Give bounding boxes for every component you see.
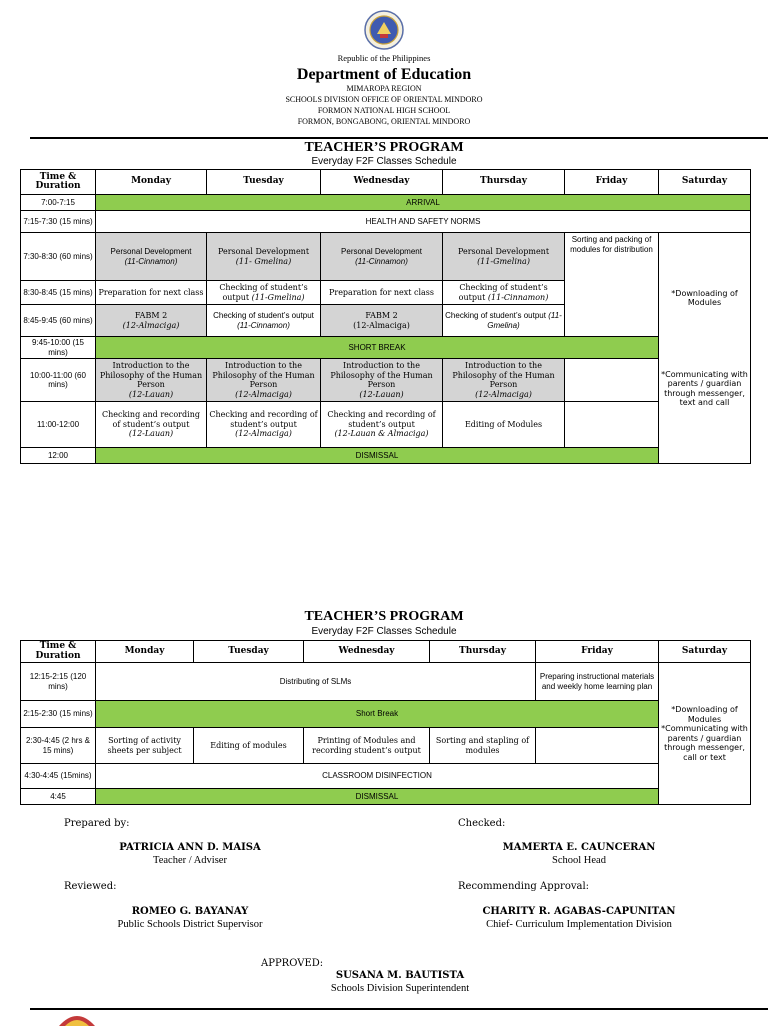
checked-label: Checked: [458,818,506,829]
address-label: FORMON, BONGABONG, ORIENTAL MINDORO [297,117,471,126]
health-band: HEALTH AND SAFETY NORMS [96,211,751,233]
cell-section: (12-Lauan) [128,429,174,439]
time-cell: 7:15-7:30 (15 mins) [21,211,96,233]
header-time: Time & Duration [21,170,96,195]
prepared-by-role: Teacher / Adviser [153,855,227,866]
header-thursday: Thursday [430,641,536,663]
table-row [21,764,751,789]
schedule-cell: Editing of modules [194,728,304,764]
time-cell: 10:00-11:00 (60 mins) [21,359,96,402]
time-cell: 11:00-12:00 [21,402,96,448]
schedule-cell [96,402,207,448]
cell-text: Introduction to the Philosophy of the Human Person [452,361,555,389]
time-cell: 2:30-4:45 (2 hrs & 15 mins) [21,728,96,764]
cell-text: Checking of student’s output [219,283,308,302]
header-monday: Monday [96,641,194,663]
afternoon-program-title: TEACHER’S PROGRAM [304,609,464,624]
cell-text: Introduction to the Philosophy of the Human Person [212,361,315,389]
header-friday: Friday [565,170,659,195]
cell-section: (12-Almaciga) [475,389,532,399]
schedule-cell [96,305,207,337]
cell-section: (12-Almaciga) [235,389,292,399]
header-thursday: Thursday [443,170,565,195]
approved-label: APPROVED: [261,958,324,969]
time-cell: 7:30-8:30 (60 mins) [21,233,96,281]
schedule-cell: Printing of Modules and recording student’s output [304,728,430,764]
reviewed-label: Reviewed: [64,881,117,892]
approved-name: SUSANA M. BAUTISTA [335,970,465,981]
schedule-cell [443,233,565,281]
afternoon-program-subtitle: Everyday F2F Classes Schedule [311,626,457,637]
table-row [21,211,751,233]
time-cell: 12:15-2:15 (120 mins) [21,663,96,701]
saturday-task-2: *Communicating with parents / guardian through messenger, text and call [661,369,748,407]
time-cell: 7:00-7:15 [21,195,96,211]
schedule-cell [96,233,207,281]
saturday-cell: *Downloading of Modules *Communicating with parents / guardian through messenger, call or text [659,663,751,805]
region-label: MIMAROPA REGION [346,84,422,93]
reviewed-name: ROMEO G. BAYANAY [131,906,249,917]
prepared-by-label: Prepared by: [64,818,130,829]
schedule-cell [443,359,565,402]
cell-section: (11-Gmelina) [487,311,562,330]
schedule-cell [207,233,321,281]
table-row [21,359,751,402]
schedule-cell [565,359,659,402]
recommending-role: Chief- Curriculum Implementation Division [486,919,672,930]
cell-text: Personal Development [110,247,192,256]
time-cell: 4:30-4:45 (15mins) [21,764,96,789]
cell-section: (11-Cinnamon) [487,292,549,302]
cell-section: (12-Lauan & Almaciga) [334,429,429,439]
header-tuesday: Tuesday [207,170,321,195]
schedule-cell: Preparation for next class [96,281,207,305]
schedule-cell [207,359,321,402]
schedule-cell [536,728,659,764]
cell-text: Personal Development [217,247,310,256]
recommending-label: Recommending Approval: [458,881,590,892]
header-saturday: Saturday [659,641,751,663]
school-label: FORMON NATIONAL HIGH SCHOOL [317,106,451,115]
time-cell: 2:15-2:30 (15 mins) [21,701,96,728]
distributing-band: Distributing of SLMs [96,663,536,701]
cell-text: Checking of student’s output [445,311,546,320]
cell-text: Introduction to the Philosophy of the Human Person [330,361,433,389]
time-cell: 4:45 [21,789,96,805]
schedule-cell [321,402,443,448]
checked-role: School Head [552,855,606,866]
cell-section: (11-Gmelina) [251,292,305,302]
schedule-cell [207,281,321,305]
table-row [21,195,751,211]
department-title: Department of Education [296,66,472,83]
schedule-cell [207,402,321,448]
cell-text: Personal Development [341,247,422,256]
time-cell: 8:45-9:45 (60 mins) [21,305,96,337]
cell-section: (11-Cinnamon) [355,256,408,266]
cell-text: FABM 2 [365,311,398,320]
saturday-cell [659,233,751,464]
cell-text: Introduction to the Philosophy of the Human Person [99,361,203,389]
schedule-cell: Editing of Modules [443,402,565,448]
short-break-band: SHORT BREAK [96,337,659,359]
cell-section: (11-Gmelina) [477,256,530,266]
checked-name: MAMERTA E. CAUNCERAN [502,842,656,853]
table-row [21,663,751,701]
prepared-by-name: PATRICIA ANN D. MAISA [119,842,261,853]
table-row [21,701,751,728]
schedule-cell [443,305,565,337]
schedule-cell: Sorting and stapling of modules [430,728,536,764]
cell-text: Checking and recording of student’s output [327,410,436,429]
schedule-cell [443,281,565,305]
deped-seal-icon [364,10,404,50]
header-wednesday: Wednesday [321,170,443,195]
schedule-cell [207,305,321,337]
cell-section: (11- Gmelina) [235,256,292,266]
table-header-row [21,170,751,195]
approved-role: Schools Division Superintendent [330,983,470,994]
cell-section: (12-Lauan) [128,389,174,399]
saturday-task-1: *Downloading of Modules [671,288,738,307]
schedule-cell: Preparation for next class [321,281,443,305]
cell-text: Checking of student’s output [458,283,548,302]
table-row [21,448,751,464]
time-cell: 12:00 [21,448,96,464]
schedule-cell [96,359,207,402]
cell-section: (11-Cinnamon) [237,320,290,330]
short-break-band: Short Break [96,701,659,728]
division-label: SCHOOLS DIVISION OFFICE OF ORIENTAL MINDORO [285,95,483,104]
schedule-cell: Preparing instructional materials and weekly home learning plan [536,663,659,701]
time-cell: 9:45-10:00 (15 mins) [21,337,96,359]
header-friday: Friday [536,641,659,663]
schedule-cell: Sorting of activity sheets per subject [96,728,194,764]
schedule-cell: Sorting and packing of modules for distribution [565,233,659,337]
dismissal-band: DISMISSAL [96,448,659,464]
cell-text: FABM 2 [134,311,168,320]
table-row [21,402,751,448]
cell-section: (12-Almaciga) [235,429,292,439]
cell-section: (12-Lauan) [359,389,404,399]
republic-label: Republic of the Philippines [337,53,431,63]
morning-schedule-table [20,169,751,464]
cell-section: (12-Almaciga) [353,320,410,330]
cell-section: (12-Almaciga) [122,320,180,330]
cell-text: Checking and recording of student’s output [209,410,318,429]
cell-section: (11-Cinnamon) [124,256,178,266]
table-row [21,337,751,359]
cell-text: Checking of student’s output [213,311,314,320]
arrival-band: ARRIVAL [96,195,751,211]
disinfection-band: CLASSROOM DISINFECTION [96,764,659,789]
cell-text: Checking and recording of student’s output [102,410,200,429]
table-row [21,728,751,764]
table-row [21,789,751,805]
schedule-cell [321,233,443,281]
footer-divider [30,1008,768,1010]
header-wednesday: Wednesday [304,641,430,663]
morning-program-title: TEACHER’S PROGRAM [304,140,464,155]
time-cell: 8:30-8:45 (15 mins) [21,281,96,305]
schedule-cell [321,305,443,337]
afternoon-schedule-table [20,640,751,805]
header-divider [30,137,768,139]
header-time: Time & Duration [21,641,96,663]
header-saturday: Saturday [659,170,751,195]
header-tuesday: Tuesday [194,641,304,663]
table-row [21,233,751,281]
recommending-name: CHARITY R. AGABAS-CAPUNITAN [482,906,676,917]
table-header-row [21,641,751,663]
dismissal-band: DISMISSAL [96,789,659,805]
reviewed-role: Public Schools District Supervisor [117,919,263,930]
schedule-cell [565,402,659,448]
morning-program-subtitle: Everyday F2F Classes Schedule [311,156,457,167]
header-monday: Monday [96,170,207,195]
schedule-cell [321,359,443,402]
cell-text: Personal Development [457,247,550,256]
